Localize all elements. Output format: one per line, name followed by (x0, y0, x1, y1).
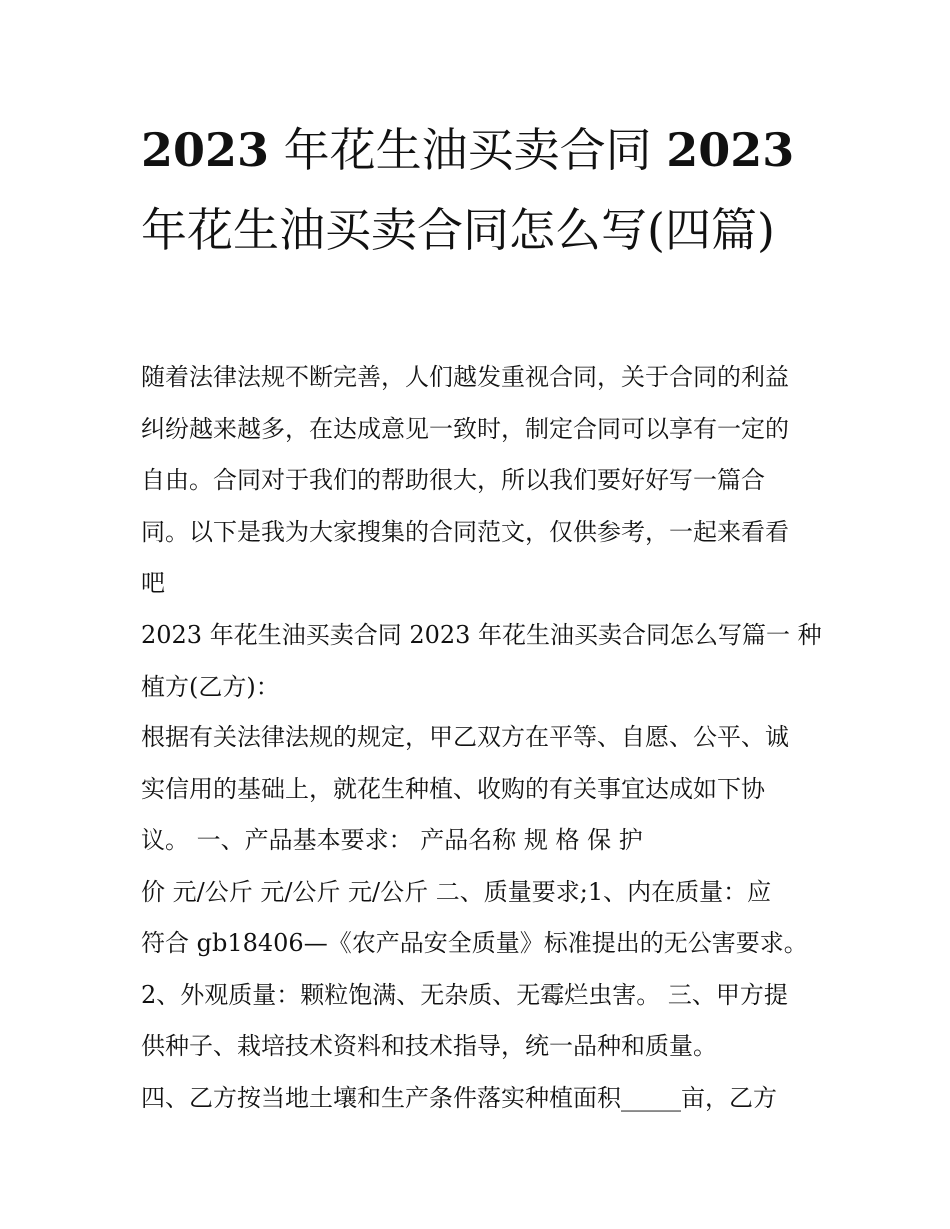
title-year-2: 2023 (666, 123, 795, 177)
body-line: 2、外观质量：颗粒饱满、无杂质、无霉烂虫害。 三、甲方提 (141, 980, 788, 1009)
body-line: 符合 gb18406—《农产品安全质量》标准提出的无公害要求。 (141, 929, 808, 957)
section-heading-line: 2023 年花生油买卖合同 2023 年花生油买卖合同怎么写篇一 种 (141, 621, 822, 649)
title-year-1: 2023 (141, 123, 270, 177)
section-heading (141, 610, 822, 713)
body-line: 价 元/公斤 元/公斤 元/公斤 二、质量要求;1、内在质量：应 (141, 877, 772, 906)
section-heading-line: 植方(乙方)： (141, 672, 280, 701)
intro-line: 随着法律法规不断完善，人们越发重视合同，关于合同的利益 (141, 363, 789, 391)
body-line: 四、乙方按当地土壤和生产条件落实种植面积_____亩，乙方 (141, 1083, 777, 1112)
body-line: 供种子、栽培技术资料和技术指导，统一品种和质量。 (141, 1032, 717, 1060)
body-line: 实信用的基础上，就花生种植、收购的有关事宜达成如下协 (141, 774, 765, 803)
title-text-1: 年花生油买卖合同 (283, 123, 652, 177)
intro-line: 吧 (141, 569, 165, 597)
intro-line: 同。以下是我为大家搜集的合同范文，仅供参考，一起来看看 (141, 517, 789, 546)
intro-line: 自由。合同对于我们的帮助很大，所以我们要好好写一篇合 (141, 466, 765, 494)
body-line: 根据有关法律法规的规定，甲乙双方在平等、自愿、公平、诚 (141, 723, 789, 751)
intro-line: 纠纷越来越多，在达成意见一致时，制定合同可以享有一定的 (141, 414, 789, 443)
intro-paragraph (141, 352, 813, 610)
body-line: 议。 一、产品基本要求： 产品名称 规 格 保 护 (141, 826, 643, 854)
document-title (141, 110, 821, 270)
contract-body-paragraph (141, 712, 813, 1124)
title-text-2: 年花生油买卖合同怎么写(四篇) (141, 203, 775, 257)
